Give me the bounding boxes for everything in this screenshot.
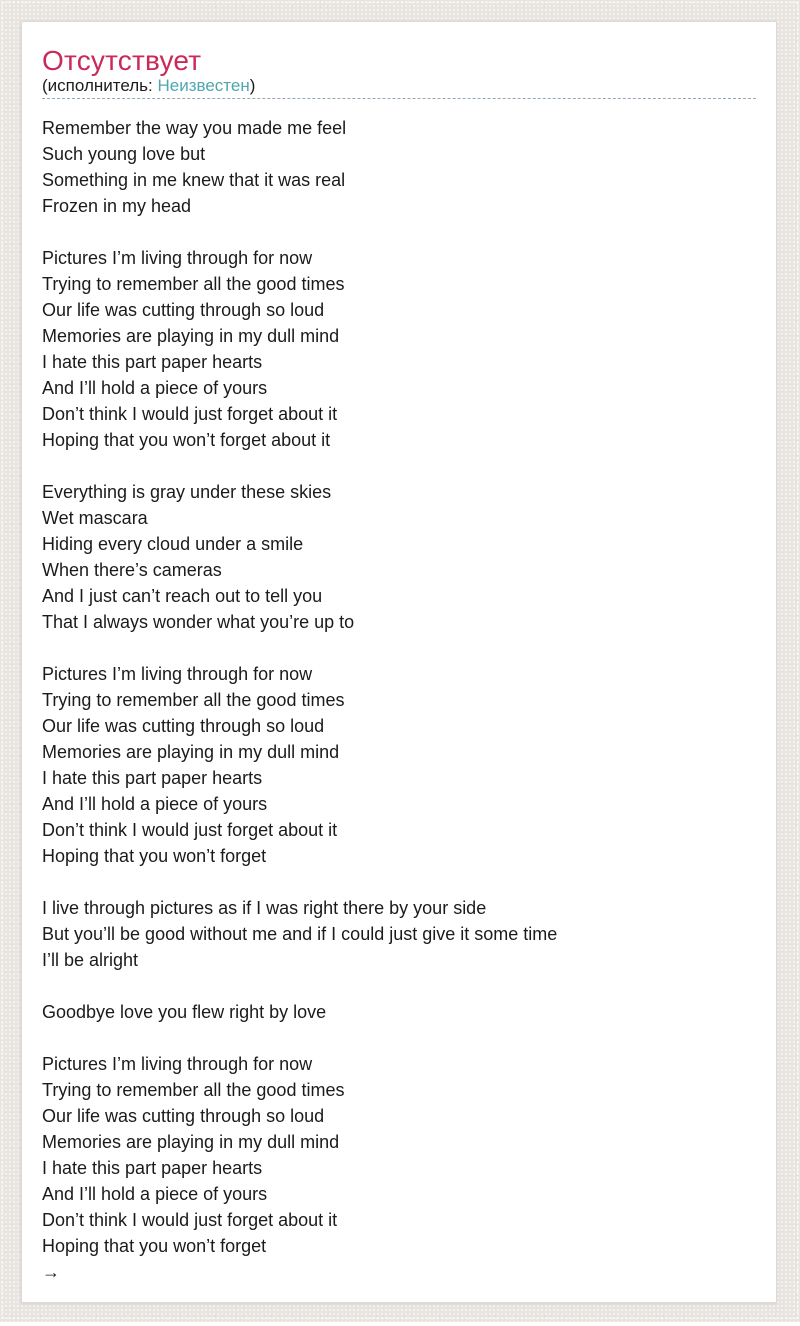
lyric-line: Memories are playing in my dull mind [42, 1132, 340, 1152]
stanza [42, 895, 756, 973]
lyric-line: And I’ll hold a piece of yours [42, 794, 268, 814]
lyric-line: Frozen in my head [42, 196, 192, 216]
stanza [42, 115, 756, 219]
lyric-line: And I just can’t reach out to tell you [42, 586, 323, 606]
lyric-line: Remember the way you made me feel [42, 118, 347, 138]
lyric-line: Memories are playing in my dull mind [42, 742, 340, 762]
lyric-line: Memories are playing in my dull mind [42, 326, 340, 346]
song-title: Отсутствует [42, 45, 202, 76]
lyric-line: I hate this part paper hearts [42, 1158, 263, 1178]
lyric-line: Hoping that you won’t forget [42, 1236, 267, 1256]
lyric-line: Trying to remember all the good times [42, 1080, 345, 1100]
song-header [42, 46, 756, 99]
lyric-line: But you’ll be good without me and if I could just give it some time [42, 924, 558, 944]
lyric-line: Hoping that you won’t forget [42, 846, 267, 866]
lyric-line: Our life was cutting through so loud [42, 1106, 325, 1126]
lyric-line: Our life was cutting through so loud [42, 716, 325, 736]
stanza [42, 661, 756, 869]
lyric-line: Hoping that you won’t forget about it [42, 430, 331, 450]
lyric-line: That I always wonder what you’re up to [42, 612, 355, 632]
artist-label-prefix: (исполнитель: [42, 76, 158, 95]
lyric-line: Something in me knew that it was real [42, 170, 346, 190]
lyric-line: And I’ll hold a piece of yours [42, 378, 268, 398]
lyrics-card [21, 21, 777, 1303]
lyric-line: I hate this part paper hearts [42, 352, 263, 372]
lyric-line: Such young love but [42, 144, 206, 164]
stanza [42, 1051, 756, 1259]
lyrics [42, 115, 756, 1259]
lyric-line: Our life was cutting through so loud [42, 300, 325, 320]
stanza [42, 245, 756, 453]
song-subtitle [42, 77, 756, 94]
lyric-line: Hiding every cloud under a smile [42, 534, 304, 554]
artist-label-suffix: ) [249, 76, 256, 95]
lyric-line: I live through pictures as if I was right there by your side [42, 898, 487, 918]
lyric-line: Pictures I’m living through for now [42, 664, 313, 684]
lyric-line: Goodbye love you flew right by love [42, 1002, 327, 1022]
lyric-line: Wet mascara [42, 508, 148, 528]
lyric-line: I hate this part paper hearts [42, 768, 263, 788]
lyric-line: Everything is gray under these skies [42, 482, 332, 502]
lyric-line: When there’s cameras [42, 560, 222, 580]
stanza [42, 479, 756, 635]
lyric-line: Pictures I’m living through for now [42, 248, 313, 268]
lyric-line: Trying to remember all the good times [42, 690, 345, 710]
artist-link[interactable]: Неизвестен [157, 76, 250, 95]
lyric-line: I’ll be alright [42, 950, 139, 970]
stanza [42, 999, 756, 1025]
lyric-line: And I’ll hold a piece of yours [42, 1184, 268, 1204]
lyric-line: Don’t think I would just forget about it [42, 1210, 338, 1230]
lyric-line: Pictures I’m living through for now [42, 1054, 313, 1074]
more-arrow-link[interactable]: → [42, 1262, 60, 1282]
lyric-line: Don’t think I would just forget about it [42, 404, 338, 424]
lyric-line: Don’t think I would just forget about it [42, 820, 338, 840]
lyric-line: Trying to remember all the good times [42, 274, 345, 294]
